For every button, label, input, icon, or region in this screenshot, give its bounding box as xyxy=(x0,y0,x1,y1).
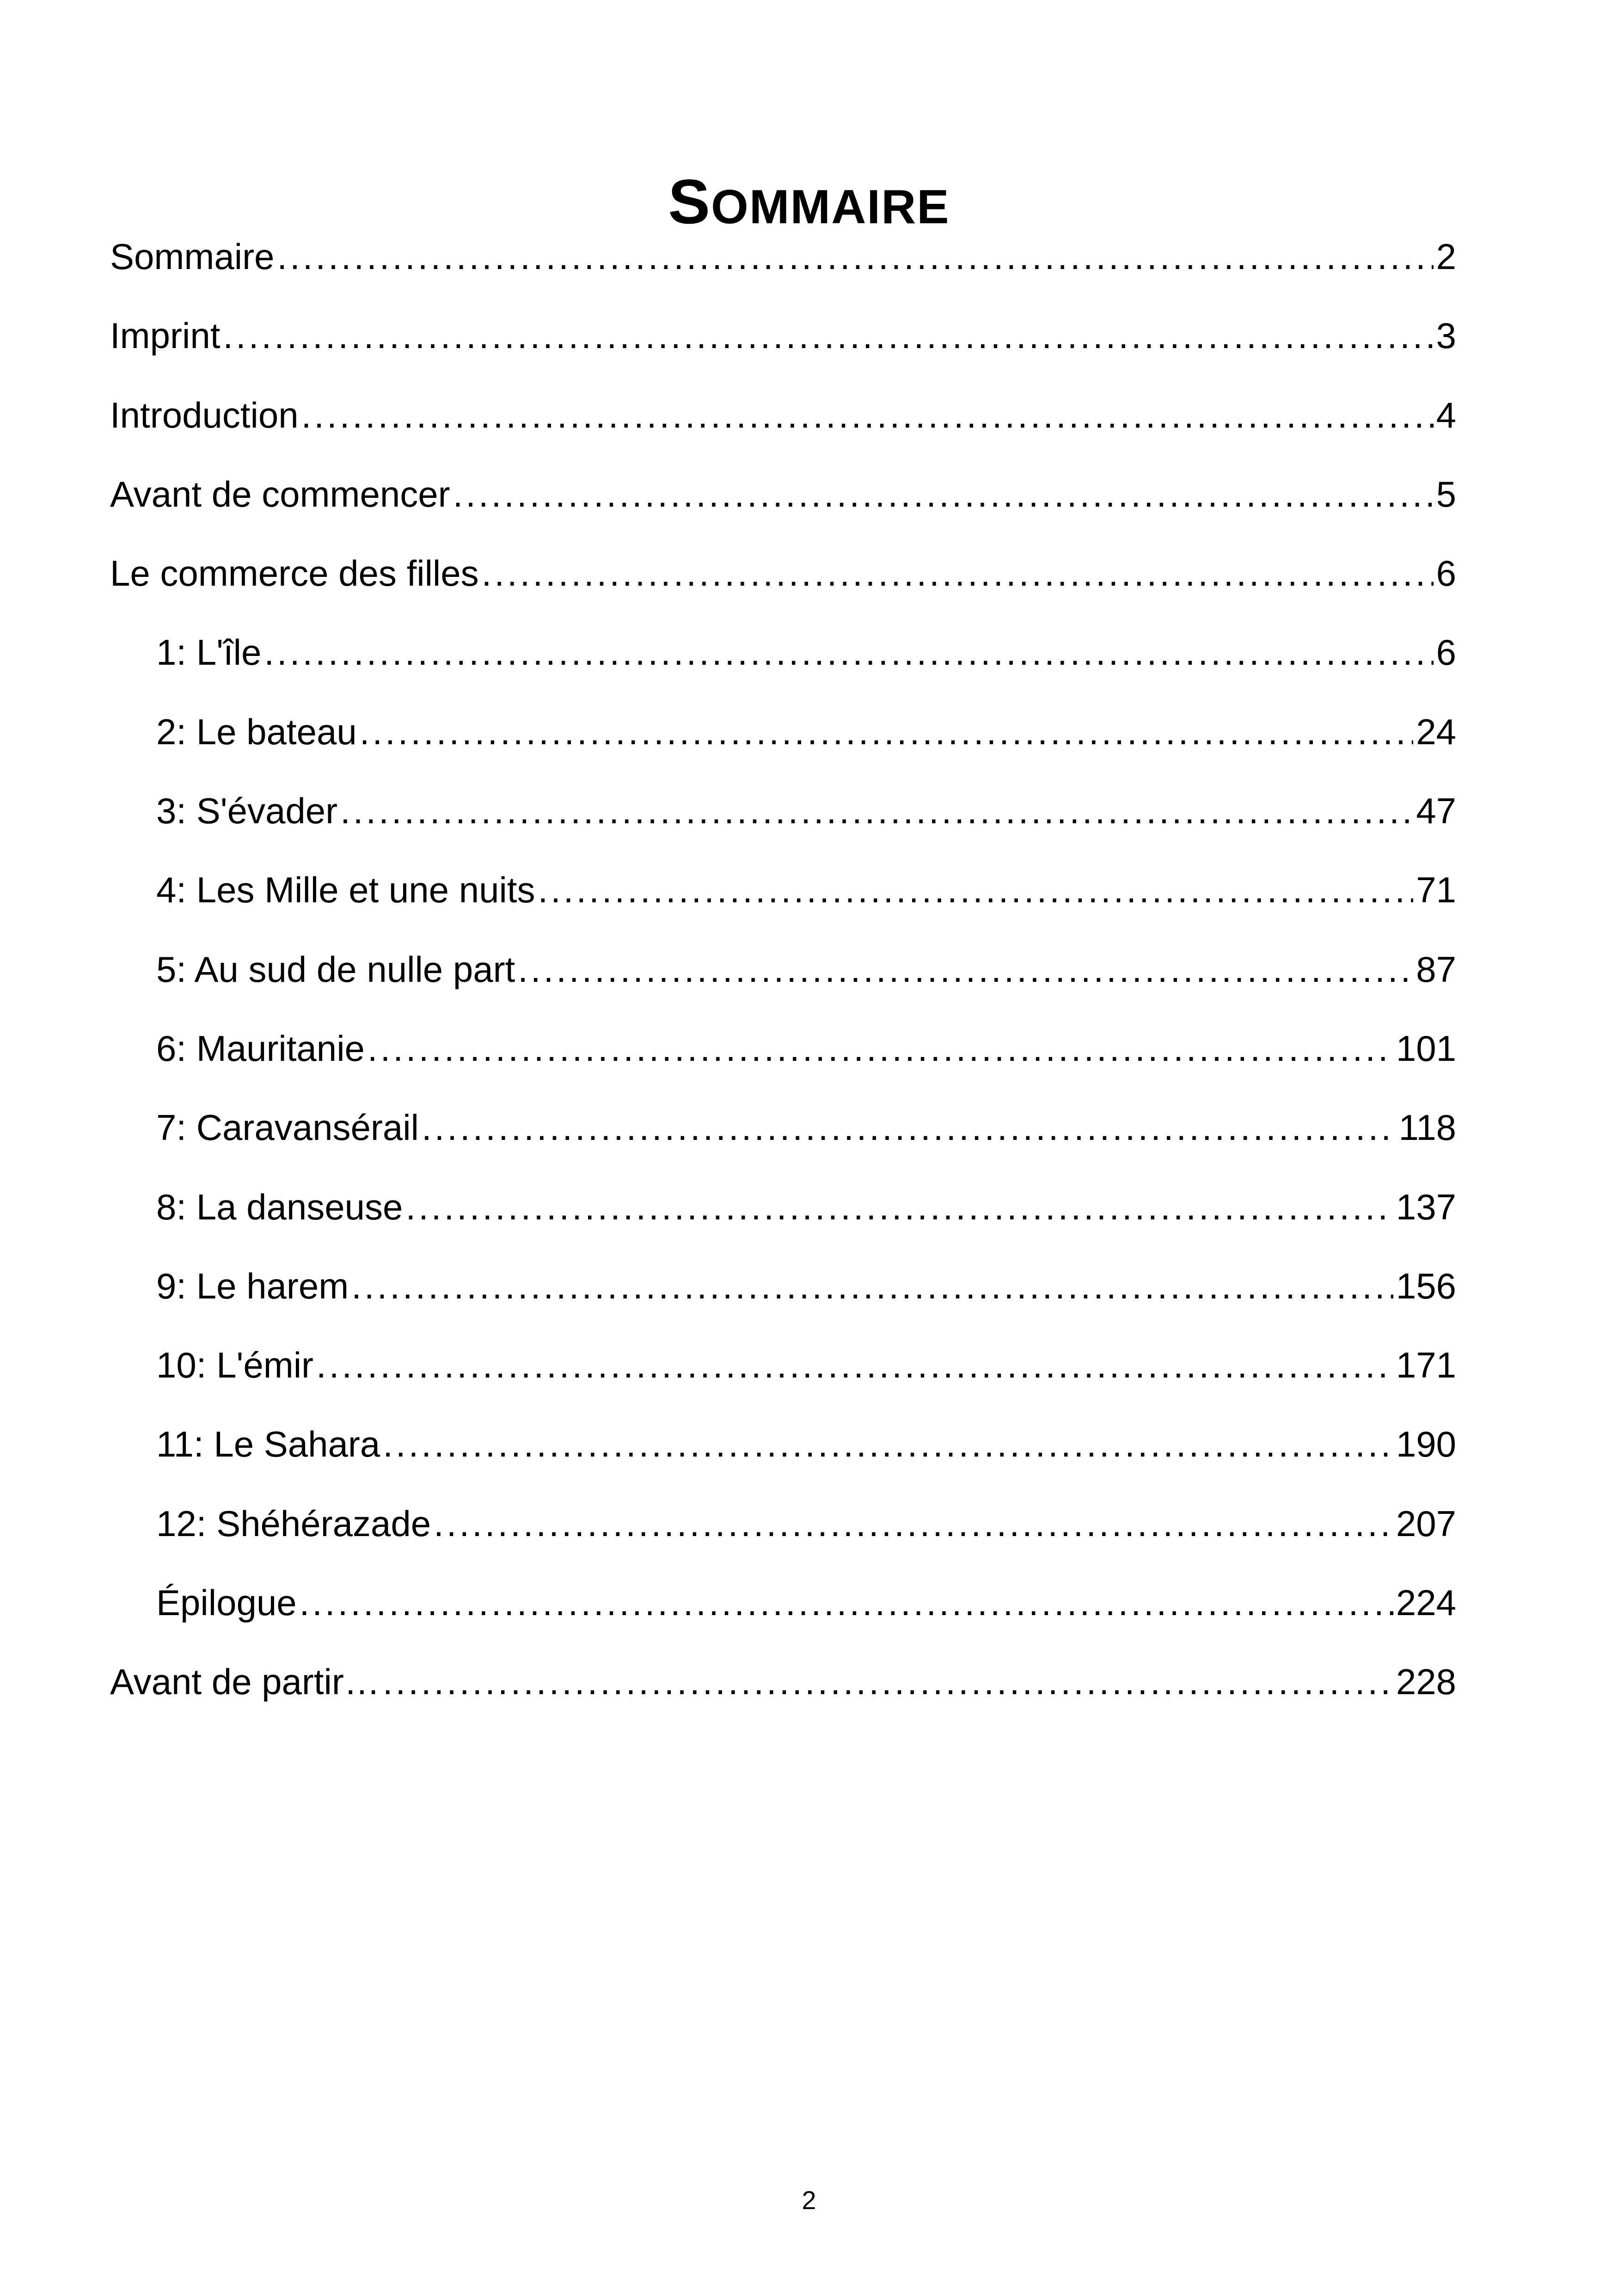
toc-entry-page: 5 xyxy=(1436,473,1456,514)
toc-entry-page: 2 xyxy=(1436,236,1456,277)
toc-entry-page: 3 xyxy=(1436,315,1456,356)
toc-entry-chapter-8[interactable] xyxy=(110,1184,1456,1263)
dot-leader xyxy=(453,471,1434,517)
toc-entry-chapter-11[interactable] xyxy=(110,1421,1456,1500)
toc-entry-label: 12: Shéhérazade xyxy=(156,1503,431,1544)
toc-entry-page: 71 xyxy=(1416,869,1456,911)
toc-entry-label: Épilogue xyxy=(156,1582,297,1623)
dot-leader xyxy=(518,946,1413,992)
dot-leader xyxy=(405,1184,1393,1230)
toc-entry-chapter-5[interactable] xyxy=(110,946,1456,1025)
toc-entry-page: 156 xyxy=(1396,1265,1456,1306)
toc-entry-chapter-9[interactable] xyxy=(110,1263,1456,1342)
toc-entry-chapter-12[interactable] xyxy=(110,1500,1456,1580)
toc-entry-page: 6 xyxy=(1436,632,1456,673)
dot-leader xyxy=(422,1104,1396,1151)
dot-leader xyxy=(360,709,1414,755)
dot-leader xyxy=(538,867,1413,913)
toc-entry-introduction[interactable] xyxy=(110,392,1456,471)
dot-leader xyxy=(316,1342,1393,1388)
dot-leader xyxy=(300,1580,1393,1626)
toc-entry-page: 4 xyxy=(1436,394,1456,435)
toc-entry-page: 101 xyxy=(1396,1028,1456,1069)
toc-entry-page: 118 xyxy=(1398,1107,1456,1148)
toc-entry-chapter-1[interactable] xyxy=(110,629,1456,708)
toc-entry-epilogue[interactable] xyxy=(110,1580,1456,1659)
toc-entry-label: 7: Caravansérail xyxy=(156,1107,419,1148)
dot-leader xyxy=(383,1659,1393,1705)
toc-entry-label: 2: Le bateau xyxy=(156,711,357,752)
toc-entry-page: 6 xyxy=(1436,553,1456,594)
toc-entry-label: 6: Mauritanie xyxy=(156,1028,365,1069)
toc-entry-page: 228 xyxy=(1396,1661,1456,1702)
toc-entry-label: 8: La danseuse xyxy=(156,1186,403,1227)
toc-entry-chapter-6[interactable] xyxy=(110,1025,1456,1104)
toc-entry-page: 171 xyxy=(1396,1345,1456,1386)
toc-entry-chapter-4[interactable] xyxy=(110,867,1456,946)
toc-entry-page: 24 xyxy=(1416,711,1456,752)
toc-entry-chapter-10[interactable] xyxy=(110,1342,1456,1421)
toc-entry-page: 47 xyxy=(1416,790,1456,832)
dot-leader xyxy=(383,1421,1393,1467)
toc-entry-le-commerce-des-filles[interactable] xyxy=(110,550,1456,629)
toc-entry-avant-de-partir[interactable] xyxy=(110,1659,1456,1738)
toc-entry-label: Introduction xyxy=(110,394,299,435)
page-number: 2 xyxy=(802,2186,816,2215)
toc-entry-label: 10: L'émir xyxy=(156,1345,314,1386)
toc-entry-label: Avant de commencer xyxy=(110,473,450,514)
toc-entry-avant-de-commencer[interactable] xyxy=(110,471,1456,550)
toc-entry-label: Imprint xyxy=(110,315,221,356)
dot-leader xyxy=(351,1263,1393,1309)
toc-entry-label: 5: Au sud de nulle part xyxy=(156,949,515,990)
toc-entry-imprint[interactable] xyxy=(110,312,1456,392)
dot-leader xyxy=(301,392,1434,438)
toc-entry-label: Le commerce des filles xyxy=(110,553,479,594)
toc-entry-page: 87 xyxy=(1416,949,1456,990)
toc-entry-page: 224 xyxy=(1396,1582,1456,1623)
dot-leader xyxy=(434,1500,1393,1547)
dot-leader xyxy=(368,1025,1393,1071)
toc-entry-chapter-3[interactable] xyxy=(110,788,1456,867)
title-rest: OMMAIRE xyxy=(711,180,950,234)
toc-entry-label: Sommaire xyxy=(110,236,275,277)
toc-entry-label: 1: L'île xyxy=(156,632,262,673)
dot-leader xyxy=(482,550,1434,596)
toc-entry-chapter-2[interactable] xyxy=(110,709,1456,788)
toc-entry-label: 4: Les Mille et une nuits xyxy=(156,869,535,911)
toc-entry-chapter-7[interactable] xyxy=(110,1104,1456,1183)
toc-entry-label: Avant de partir… xyxy=(110,1661,380,1702)
toc-entry-page: 190 xyxy=(1396,1424,1456,1465)
toc-entry-page: 137 xyxy=(1396,1186,1456,1227)
toc-entry-label: 11: Le Sahara xyxy=(156,1424,380,1465)
table-of-contents xyxy=(110,233,1456,1738)
toc-entry-sommaire[interactable] xyxy=(110,233,1456,312)
title-initial: S xyxy=(668,166,711,237)
dot-leader xyxy=(264,629,1433,675)
toc-entry-label: 9: Le harem xyxy=(156,1265,349,1306)
dot-leader xyxy=(223,312,1433,359)
dot-leader xyxy=(277,233,1433,280)
toc-entry-page: 207 xyxy=(1396,1503,1456,1544)
toc-entry-label: 3: S'évader xyxy=(156,790,338,832)
dot-leader xyxy=(340,788,1413,834)
